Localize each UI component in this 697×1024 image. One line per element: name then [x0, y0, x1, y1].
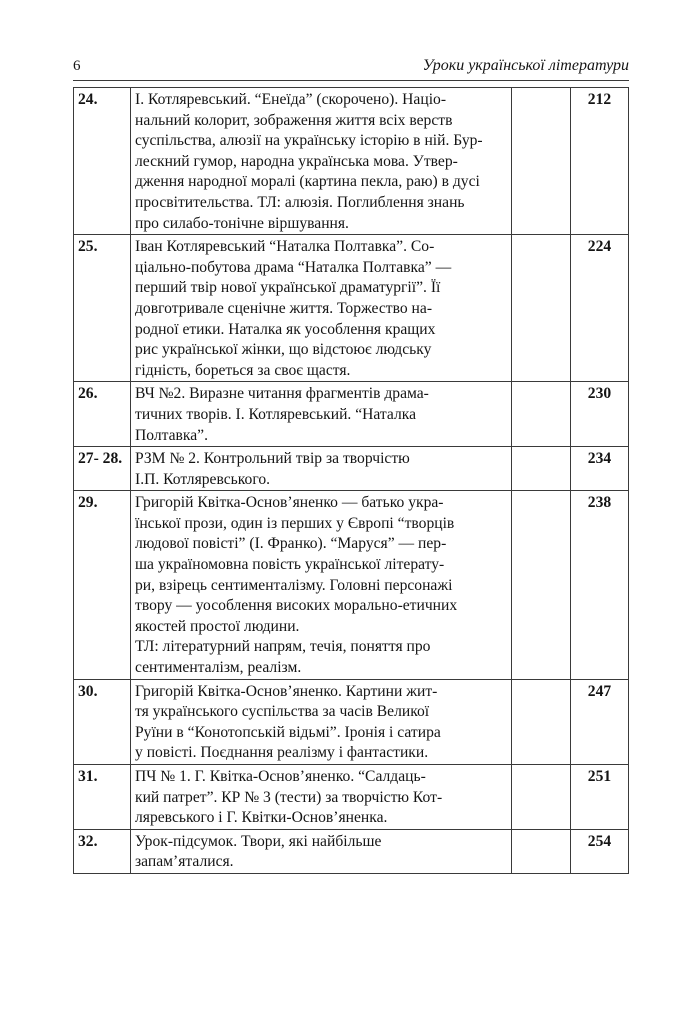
lesson-description-line: про силабо-тонічне віршування.: [135, 214, 349, 232]
lesson-description-line: Григорій Квітка-Основ’яненко — батько укра-: [135, 494, 444, 512]
lesson-description-line: лескний гумор, народна українська мова. Утвер-: [135, 152, 458, 170]
lesson-description-line: рис української жінки, що відстоює людську: [135, 341, 432, 359]
lesson-description-line: РЗМ № 2. Контрольний твір за творчістю: [135, 450, 410, 468]
empty-cell: [512, 447, 571, 491]
lesson-row: [74, 88, 629, 235]
lesson-description-line: суспільства, алюзії на українську історію в ній. Бур-: [135, 132, 483, 150]
lesson-description-line: кий патрет”. КР № 3 (тести) за творчістю Кот-: [135, 788, 443, 806]
lesson-description: [131, 88, 512, 235]
lesson-description-line: ціально-побутова драма “Наталка Полтавка” —: [135, 258, 452, 276]
lesson-description-line: якостей простої людини.: [135, 617, 300, 635]
empty-cell: [512, 679, 571, 764]
lesson-description-line: сентименталізм, реалізм.: [135, 659, 302, 677]
lesson-description-line: перший твір нової української драматургії”. Її: [135, 279, 441, 297]
lesson-description-line: ВЧ №2. Виразне читання фрагментів драма-: [135, 385, 429, 403]
lesson-number: 27- 28.: [74, 447, 131, 491]
lesson-description-line: людової повісті” (І. Франко). “Маруся” — пер-: [135, 535, 447, 553]
lesson-page-number: 230: [571, 382, 629, 447]
running-title: Уроки української літератури: [422, 57, 629, 74]
lesson-page-number: 238: [571, 491, 629, 679]
lesson-number: 29.: [74, 491, 131, 679]
lesson-description-line: довготривале сценічне життя. Торжество на-: [135, 299, 433, 317]
lesson-row: [74, 235, 629, 382]
lesson-number: 32.: [74, 829, 131, 873]
lesson-description-line: Руїни в “Конотопській відьмі”. Іронія і сатира: [135, 723, 441, 741]
lesson-description-line: твору — уособлення високих морально-етичних: [135, 597, 458, 615]
lesson-row: [74, 829, 629, 873]
lesson-page-number: 254: [571, 829, 629, 873]
lesson-description-line: у повісті. Поєднання реалізму і фантастики.: [135, 744, 429, 762]
lesson-description-line: запам’яталися.: [135, 853, 234, 871]
lesson-description: [131, 765, 512, 830]
lesson-description-line: І. Котляревський. “Енеїда” (скорочено). Націо-: [135, 91, 447, 108]
lesson-description: [131, 829, 512, 873]
page-number: 6: [73, 58, 81, 74]
lesson-description-line: нальний колорит, зображення життя всіх верств: [135, 111, 453, 129]
lesson-page-number: 212: [571, 88, 629, 235]
empty-cell: [512, 829, 571, 873]
empty-cell: [512, 382, 571, 447]
lesson-description-line: просвітительства. ТЛ: алюзія. Поглиблення знань: [135, 193, 465, 211]
lesson-number: 31.: [74, 765, 131, 830]
empty-cell: [512, 491, 571, 679]
lesson-plan-table: [73, 87, 629, 874]
lesson-description-line: ляревського і Г. Квітки-Основ’яненка.: [135, 809, 388, 827]
lesson-description-line: їнської прози, один із перших у Європі “творців: [135, 514, 455, 532]
lesson-description-line: дження народної моралі (картина пекла, раю) в дусі: [135, 173, 480, 191]
lesson-page-number: 251: [571, 765, 629, 830]
empty-cell: [512, 235, 571, 382]
lesson-row: [74, 382, 629, 447]
lesson-row: [74, 679, 629, 764]
lesson-description-line: ПЧ № 1. Г. Квітка-Основ’яненко. “Салдаць-: [135, 768, 426, 785]
lesson-page-number: 224: [571, 235, 629, 382]
lesson-description-line: тичних творів. І. Котляревський. “Наталка: [135, 405, 417, 423]
lesson-description: [131, 491, 512, 679]
lesson-number: 26.: [74, 382, 131, 447]
lesson-description: [131, 382, 512, 447]
lesson-description-line: Григорій Квітка-Основ’яненко. Картини жит-: [135, 682, 438, 700]
empty-cell: [512, 765, 571, 830]
lesson-number: 24.: [74, 88, 131, 235]
lesson-description-line: гідність, бореться за своє щастя.: [135, 361, 351, 379]
lesson-number: 30.: [74, 679, 131, 764]
empty-cell: [512, 88, 571, 235]
lesson-description-line: ТЛ: літературний напрям, течія, поняття про: [135, 638, 431, 656]
lesson-row: [74, 491, 629, 679]
lesson-plan-rows: [74, 88, 629, 874]
lesson-description-line: родної етики. Наталка як уособлення кращих: [135, 320, 436, 338]
running-header: [73, 52, 629, 81]
lesson-description-line: І.П. Котляревського.: [135, 470, 271, 488]
lesson-description-line: Полтавка”.: [135, 426, 209, 444]
lesson-description-line: Іван Котляревський “Наталка Полтавка”. Со-: [135, 238, 435, 256]
lesson-description: [131, 679, 512, 764]
lesson-description-line: ри, взірець сентименталізму. Головні персонажі: [135, 576, 453, 594]
lesson-number: 25.: [74, 235, 131, 382]
lesson-description: [131, 235, 512, 382]
lesson-page-number: 234: [571, 447, 629, 491]
lesson-description-line: Урок-підсумок. Твори, які найбільше: [135, 832, 382, 850]
lesson-row: [74, 447, 629, 491]
lesson-row: [74, 765, 629, 830]
lesson-description: [131, 447, 512, 491]
lesson-page-number: 247: [571, 679, 629, 764]
lesson-description-line: тя українського суспільства за часів Великої: [135, 703, 430, 721]
lesson-description-line: ша україномовна повість української літерату-: [135, 556, 445, 574]
